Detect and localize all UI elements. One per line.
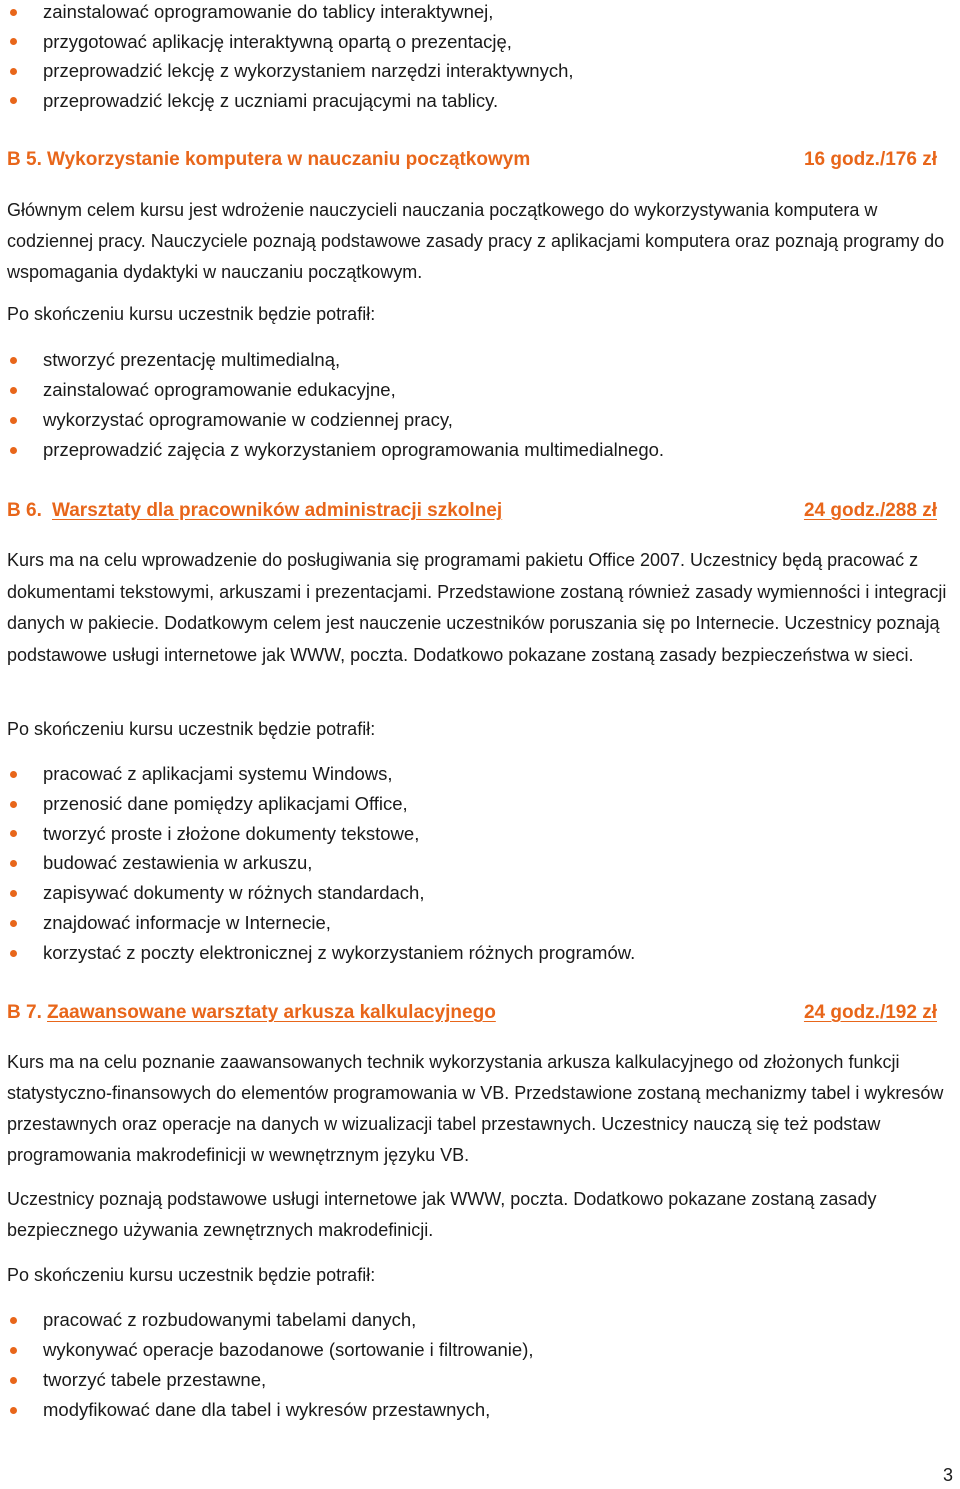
description-text: Kurs ma na celu poznanie zaawansowanych technik wykorzystania arkusza kalkulacyjnego od złożonych funkcji statystyczno-finansowych do elementów programowania w VB. Przedstawione zostaną mechanizmy tabel i wykresów przestawnych oraz operacje na danych w wizualizacji tabel przestawnych. Uczestnicy nauczą się też podstaw programowania makrodefinicji w wewnętrznym języku VB. [7,1052,944,1165]
outcomes-label-b7 [7,1260,952,1291]
list-item: modyfikować dane dla tabel i wykresów przestawnych, [7,1395,952,1425]
page-number: 3 [942,1465,953,1485]
list-item: przeprowadzić lekcję z uczniami pracującymi na tablicy. [7,86,952,116]
section-heading-b6 [7,500,937,528]
top-bullet-list [7,0,952,115]
outcomes-label: Po skończeniu kursu uczestnik będzie potrafił: [7,1265,376,1285]
section-code: B 6. [7,500,42,521]
section-price: 16 godz./176 zł [803,149,937,170]
section-price: 24 godz./192 zł [803,1002,937,1023]
list-item: przeprowadzić lekcję z wykorzystaniem narzędzi interaktywnych, [7,56,952,86]
section-title: Zaawansowane warsztaty arkusza kalkulacyjnego [47,1002,496,1023]
list-item: znajdować informacje w Internecie, [7,908,952,938]
description-text: Kurs ma na celu wprowadzenie do posługiwania się programami pakietu Office 2007. Uczestnicy będą pracować z dokumentami tekstowymi, arkuszami i prezentacjami. Przedstawione zostaną również zasady wymienności i integracji danych w pakiecie. Dodatkowym celem jest nauczenie uczestników poruszania się po Internecie. Uczestnicy poznają podstawowe usługi internetowe jak WWW, poczta. Dodatkowo pokazane zostaną zasady bezpieczeństwa w sieci. [7,550,947,665]
outcomes-list [7,759,952,968]
list-item: pracować z aplikacjami systemu Windows, [7,759,952,789]
outcomes-list [7,1305,952,1425]
list-item: zainstalować oprogramowanie edukacyjne, [7,375,952,405]
top-list-block [7,0,952,115]
list-item: budować zestawienia w arkuszu, [7,848,952,878]
list-item: pracować z rozbudowanymi tabelami danych, [7,1305,952,1335]
outcomes-label-b6 [7,714,952,745]
description-text: Głównym celem kursu jest wdrożenie nauczycieli nauczania początkowego do wykorzystywania komputera w codziennej pracy. Nauczyciele poznają podstawowe zasady pracy z aplikacjami komputera oraz poznają programy do wspomagania dydaktyki w nauczaniu początkowym. [7,200,945,282]
outcomes-list-block-b5 [7,345,952,465]
list-item: zapisywać dokumenty w różnych standardach, [7,878,952,908]
list-item: tworzyć tabele przestawne, [7,1365,952,1395]
section-description-b6 [7,545,952,671]
list-item: wykonywać operacje bazodanowe (sortowanie i filtrowanie), [7,1335,952,1365]
outcomes-label: Po skończeniu kursu uczestnik będzie potrafił: [7,304,376,324]
list-item: tworzyć proste i złożone dokumenty tekstowe, [7,819,952,849]
section-code: B 5. [7,149,42,170]
section-description-b7-part2 [7,1184,952,1246]
section-title: Wykorzystanie komputera w nauczaniu początkowym [47,149,531,170]
list-item: wykorzystać oprogramowanie w codziennej pracy, [7,405,952,435]
list-item: przygotować aplikację interaktywną opartą o prezentację, [7,27,952,57]
outcomes-list-block-b7 [7,1305,952,1425]
outcomes-list-block-b6 [7,759,952,968]
section-title: Warsztaty dla pracowników administracji szkolnej [52,500,503,521]
list-item: stworzyć prezentację multimedialną, [7,345,952,375]
outcomes-label: Po skończeniu kursu uczestnik będzie potrafił: [7,719,376,739]
list-item: korzystać z poczty elektronicznej z wykorzystaniem różnych programów. [7,938,952,968]
section-description-b5 [7,195,952,288]
list-item: zainstalować oprogramowanie do tablicy interaktywnej, [7,0,952,27]
list-item: przeprowadzić zajęcia z wykorzystaniem oprogramowania multimedialnego. [7,435,952,465]
description-text: Uczestnicy poznają podstawowe usługi internetowe jak WWW, poczta. Dodatkowo pokazane zostaną zasady bezpiecznego używania zewnętrznych makrodefinicji. [7,1189,877,1240]
section-heading-b7 [7,1002,937,1030]
outcomes-label-b5 [7,299,952,330]
section-heading-b5 [7,149,937,177]
outcomes-list [7,345,952,465]
section-code: B 7. [7,1002,42,1023]
section-description-b7 [7,1047,952,1171]
section-price: 24 godz./288 zł [803,500,937,521]
list-item: przenosić dane pomiędzy aplikacjami Office, [7,789,952,819]
